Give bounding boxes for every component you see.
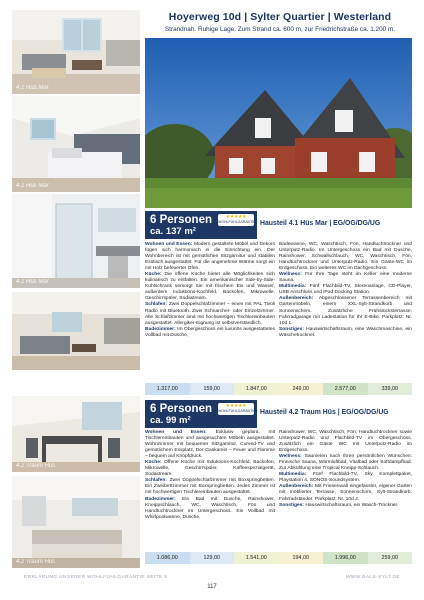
description-label: Wohnen und Essen: [145, 242, 193, 247]
unit2-badge-text: WOHLFÜHLGARANTIE [218, 409, 256, 413]
unit1-title: Hausteil 4.1 Hüs Mar | EG/OG/DG/UG [260, 220, 381, 227]
property-subtitle: Strandnah. Ruhige Lage. Zum Strand ca. 600 m, zur Friedrichstraße ca. 1.200 m. [164, 26, 396, 33]
photo-caption: 4.1 Hüs Mar [16, 183, 49, 189]
price-cell: 2.577,00 [323, 383, 368, 395]
description-paragraph [279, 503, 398, 508]
photo-caption: 4.1 Hüs Mar [16, 279, 49, 285]
price-cell: 129,00 [190, 552, 235, 564]
price-cell: 1.847,00 [234, 383, 279, 395]
price-cell: 339,00 [368, 383, 413, 395]
photo-bathroom [12, 194, 140, 288]
description-text: Die offene Küche bietet alle Möglichkeiten sich kulinarisch zu entfalten. Ein amerikanischer Side-by-Side-Kühlschrank versorgt Sie mit frischem Eis und Wasser, außerdem Induktions-Kochfeld, Backofen, Mikrowelle, Geschirrspüler, Sodastream. [145, 272, 276, 302]
photo-caption: 4.2 Traum Hüs [16, 559, 56, 565]
unit1-persons: 6 Personen [150, 214, 212, 226]
description-paragraph [145, 430, 275, 459]
description-text: Offene Küche mit Induktions-Kochfeld, Backofen, Mikrowelle, Geschirrspüler, Kaffeespezialgerät, Sodastream. [145, 460, 276, 478]
photo-bedroom [12, 96, 140, 192]
unit1-description-col2 [279, 242, 412, 339]
description-paragraph [145, 460, 275, 477]
description-paragraph [279, 296, 412, 325]
living-room-image [12, 10, 140, 94]
price-cell: 1.541,00 [234, 552, 279, 564]
description-text: Fünf Flachbild-TV, Sky Komplettpaket, Playstation 4, SONOS-Soundsystem. [279, 472, 413, 484]
description-text: Badewanne, WC, Waschtisch, Fön, Handtuchtrockner und Unterputz-Radio. Im Untergeschoss ein Bad mit Dusche, Rainshower, Schwallschlauch, WC, Waschtisch, Fön, Handtuchtrockner und Unterputz-Radio. Ein Gäste-WC im Erdgeschoss. Ein weiteres WC im Dachgeschoss. [279, 242, 412, 272]
unit1-stars: ★★★★★ [225, 214, 247, 220]
unit2-description-col2 [279, 430, 412, 509]
description-paragraph [279, 242, 412, 271]
description-text: Exklusiv geplant, mit Tischlereinbauten und ausgesuchten Möbeln ausgestattet. Wohnzimmer mit bequemer Sitzgarnitur, Curved-TV und gemütlichem Essplatz. Der Gaskamin – Feuer und Flamme – bequem auf Knopfdruck. [145, 430, 276, 460]
unit2-size: ca. 99 m² [150, 415, 191, 426]
description-text: Modern gestaltete Möbel und Dekors fügen sich harmonisch in die Einrichtung ein. Der Wohnbereich ist mit gemütlichen Sitzgarnitur und stabilen Esstisch ausgestattet. Für die angenehme Wärme sorgt ein mit Holz befeuerter Ofen. [145, 242, 276, 272]
description-label: Multimedia: [279, 472, 307, 478]
description-label: Küche: [145, 272, 162, 278]
description-label: Küche: [145, 460, 162, 466]
description-label: Wellness: [279, 272, 302, 278]
description-label: Wohnen und Essen: [145, 430, 207, 435]
description-paragraph [145, 497, 275, 520]
unit1-size: ca. 137 m² [150, 226, 196, 237]
description-paragraph [145, 302, 275, 325]
description-paragraph [279, 272, 412, 283]
description-label: Außenbereich: [279, 484, 314, 490]
description-text: Mit Friesenwall eingefasster, eigener Garten mit möblierter Terrasse, Sonnenschirm, Sylt-Strandkorb. Fahrradständer. Parkplatz: Nr. 10d 2. [279, 484, 413, 502]
price-cell: 259,00 [368, 552, 413, 564]
price-cell: 1.317,00 [145, 383, 190, 395]
description-paragraph [145, 478, 275, 495]
description-text: Zwei Doppelschlafzimmer mit Boxspringbetten. Ein Zweibettzimmer mit Boxspringbetten. Jedes Zimmer ist mit hochwertigen Tischlereinbauten ausgestattet. [145, 478, 275, 496]
footer-guarantee-note: ERKLÄRUNG UNSERER WOHLFÜHLGARANTIE SEITE 5 [24, 575, 168, 580]
price-cell: 1.996,00 [323, 552, 368, 564]
description-paragraph [279, 284, 412, 295]
unit2-stars: ★★★★★ [225, 403, 247, 409]
unit1-price-row [145, 383, 412, 395]
description-paragraph [279, 327, 412, 338]
description-label: Badezimmer: [145, 496, 176, 502]
description-text: Hauswirtschaftsraum, ein Wasch-Trockner. [305, 502, 399, 508]
house-image [145, 38, 412, 208]
description-text: Im Obergeschoss ein luxuriös ausgestattetes Vollbad mit Dusche, [145, 326, 276, 338]
description-label: Badezimmer: [145, 326, 176, 332]
description-text: Ein Bad mit Dusche, Rainshower, Kneippschlauch, WC, Waschtisch, Fön und Handtuchtrockner im Untergeschoss. Ein Vollbad mit Whirlpoolwanne, Dusche, [145, 496, 275, 520]
unit1-description-col1 [145, 242, 275, 339]
description-label: Sonstiges: [279, 502, 305, 508]
photo-caption: 4.1 Hüs Mar [16, 85, 49, 91]
unit2-persons: 6 Personen [150, 403, 212, 415]
photo-living-room-1 [12, 10, 140, 94]
photo-house-exterior [145, 38, 412, 208]
photo-caption: 4.2 Traum Hüs [16, 463, 56, 469]
living-room-2-image [12, 292, 140, 370]
bedroom-image [12, 96, 140, 192]
description-paragraph [279, 472, 412, 483]
footer-website-link[interactable]: WWW.BALS-SYLT.DE [345, 575, 400, 580]
description-paragraph [145, 327, 275, 338]
description-label: Multimedia: [279, 284, 307, 290]
bathroom-image [12, 194, 140, 288]
kitchen-image [12, 476, 140, 568]
description-text: Rainshower, WC, Waschtisch, Fön, Handtuchtrockner sowie Unterputz-Radio und Flachbild-TV im Obergeschoss. Zusätzlich ein Gäste WC mit Unterputz-Radio im Erdgeschoss. [279, 430, 412, 454]
price-cell: 194,00 [279, 552, 324, 564]
property-title: Hoyerweg 10d | Sylter Quartier | Westerland [168, 11, 392, 23]
description-text: Fünf Flachbild-TV, Stereoanlage, CD-Player, USB Anschluss und iPod Docking Station. [279, 284, 413, 296]
description-text: Für Ihre Tage steht im Keller eine moderne Sauna. [279, 272, 413, 284]
description-paragraph [279, 454, 412, 471]
photo-living-room-2 [12, 292, 140, 370]
dining-image [12, 396, 140, 472]
unit1-badge-text: WOHLFÜHLGARANTIE [218, 220, 256, 224]
photo-dining [12, 396, 140, 472]
price-cell: 159,00 [190, 383, 235, 395]
price-cell: 1.086,00 [145, 552, 190, 564]
unit2-description-col1 [145, 430, 275, 521]
description-text: Abgeschlossener Terrassenbereich mit Gartenmöbeln, einem XXL-Sylt-Strandkorb und Sonnenschirm. Zusätzliche Frühstücksterrasse. Fahrradgarage mit Ladestation für Ihr E-Bike. Parkplatz: Nr. 10d 1. [279, 296, 412, 326]
page-number: 117 [207, 584, 217, 590]
description-paragraph [145, 242, 275, 271]
description-text: Hauswirtschaftsraum, eine Waschmaschine, ein Wäschetrockner. [279, 326, 413, 338]
description-label: Sonstiges: [279, 326, 305, 332]
unit2-price-row [145, 552, 412, 564]
description-label: Schlafen: [145, 478, 168, 484]
price-cell: 249,00 [279, 383, 324, 395]
unit1-band [145, 211, 257, 239]
description-label: Schlafen: [145, 302, 168, 308]
description-paragraph [145, 272, 275, 301]
unit2-title: Hausteil 4.2 Traum Hüs | EG/OG/DG/UG [260, 409, 389, 416]
unit2-guarantee-badge [218, 403, 254, 415]
description-label: Wellness: [279, 454, 302, 460]
photo-kitchen [12, 476, 140, 568]
unit2-band [145, 400, 257, 428]
description-paragraph [279, 484, 412, 501]
description-text: Zwei Doppelschlafzimmer – eines mit PAL Tivoli Radio mit Bluetooth. Zwei Schnarcher- oder Einzelzimmer. Alle Schlafzimmer sind mit hochwertigen Tischlereinbauten ausgestattet. Allergiker-Eignung ist selbstverständlich. [145, 302, 275, 326]
description-paragraph [279, 430, 412, 453]
property-header [148, 11, 412, 35]
description-label: Außenbereich: [279, 296, 314, 302]
description-text: Saunieren nach Ihren persönlichen Wünschen: Finnische Sauna, Warmluftbad, Vitalbad oder Softdampfbad. Zur Abkühlung eine Tropical Kneipp-Schlauch. [279, 454, 413, 472]
unit1-guarantee-badge [218, 214, 254, 226]
